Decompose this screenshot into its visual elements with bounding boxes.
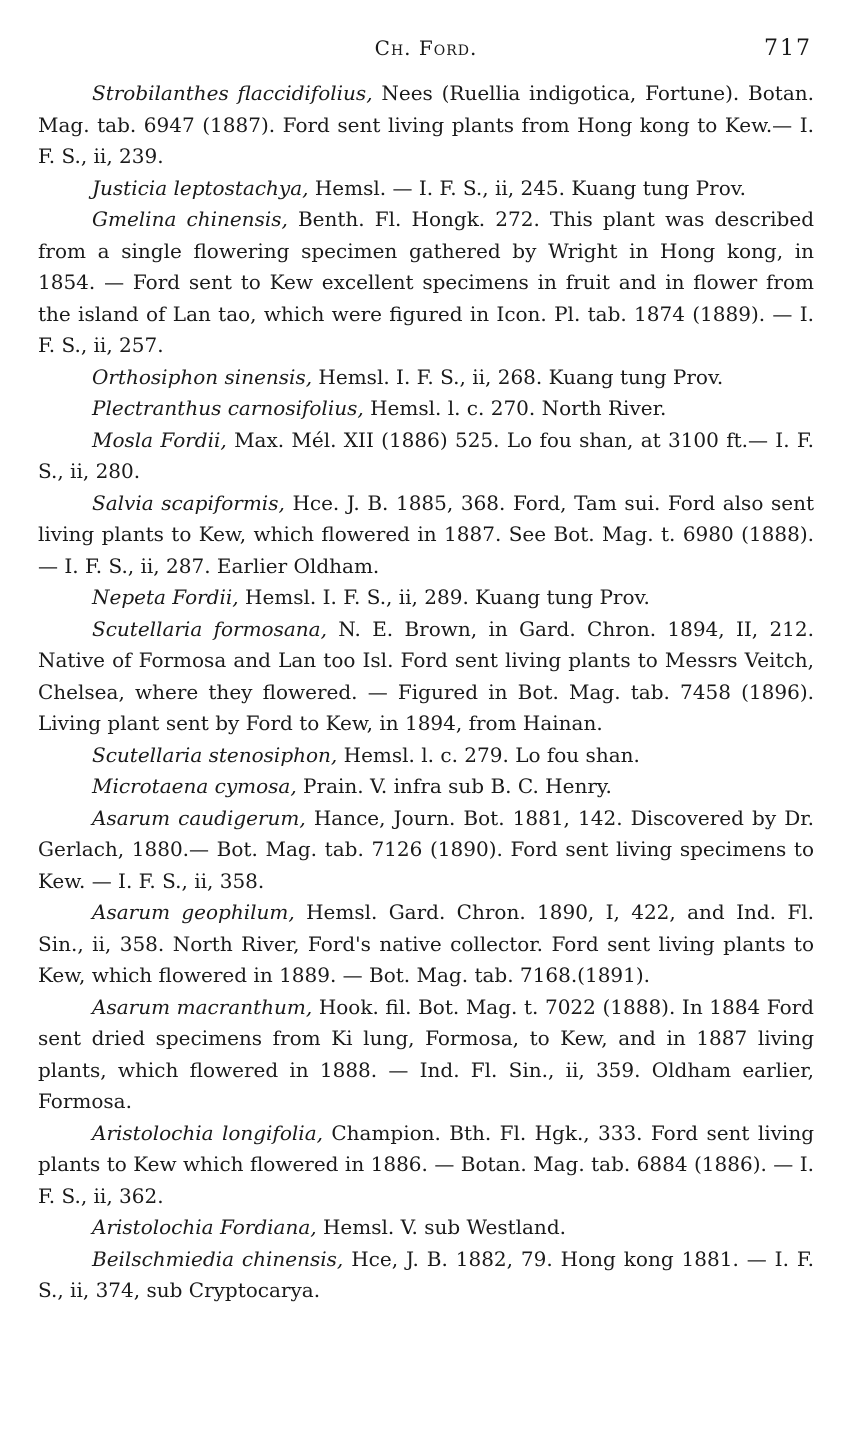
species-name: Asarum caudigerum, xyxy=(92,805,306,830)
species-name: Asarum geophilum, xyxy=(92,900,295,924)
entry xyxy=(38,362,814,394)
entry-text: Hemsl. I. F. S., ii, 268. Kuang tung Prov. xyxy=(312,364,724,389)
species-name: Beilschmiedia chinensis, xyxy=(92,1246,344,1271)
entry xyxy=(38,803,814,898)
entry xyxy=(38,488,814,583)
species-name: Microtaena cymosa, xyxy=(92,774,297,798)
entry-text: Champion. Bth. Fl. Hgk., 333. Ford sent living plants to Kew which flowered in 1886. — Botan. Mag. tab. 6884 (1886). — I. F. S., ii, 362. xyxy=(38,1120,814,1208)
entry xyxy=(38,771,814,803)
entry xyxy=(38,393,814,425)
entry xyxy=(38,582,814,614)
species-name: Scutellaria formosana, xyxy=(92,616,327,641)
entry-text: Hemsl. I. F. S., ii, 289. Kuang tung Prov. xyxy=(238,585,650,609)
species-name: Aristolochia Fordiana, xyxy=(92,1215,317,1239)
species-name: Orthosiphon sinensis, xyxy=(92,364,313,389)
species-name: Mosla Fordii, xyxy=(92,427,227,452)
entry xyxy=(38,425,814,488)
entry xyxy=(38,1212,814,1244)
page-number: 717 xyxy=(764,36,812,61)
species-name: Nepeta Fordii, xyxy=(92,585,239,609)
species-name: Gmelina chinensis, xyxy=(92,207,288,231)
entry xyxy=(38,992,814,1118)
entry xyxy=(38,614,814,740)
entry-text: Hemsl. Gard. Chron. 1890, I, 422, and Ind. Fl. Sin., ii, 358. North River, Ford's native collector. Ford sent living plants to Kew, which flowered in 1889. — Bot. Mag. tab. 7168.(1891). xyxy=(38,900,814,987)
species-name: Scutellaria stenosiphon, xyxy=(92,742,338,767)
species-name: Strobilanthes flaccidifolius, xyxy=(92,81,373,105)
entry-text: Prain. V. infra sub B. C. Henry. xyxy=(296,774,612,798)
entry-text: Max. Mél. XII (1886) 525. Lo fou shan, at 3100 ft.— I. F. S., ii, 280. xyxy=(38,427,814,483)
entry-text: Hook. fil. Bot. Mag. t. 7022 (1888). In 1884 Ford sent dried specimens from Ki lung, Formosa, to Kew, and in 1887 living plants, which flowered in 1888. — Ind. Fl. Sin., ii, 359. Oldham earlier, Formosa. xyxy=(38,994,814,1113)
species-name: Justicia leptostachya, xyxy=(92,175,309,200)
entry-text: Hemsl. l. c. 279. Lo fou shan. xyxy=(337,742,640,767)
entry-text: Benth. Fl. Hongk. 272. This plant was described from a single flowering specimen gathered by Wright in Hong kong, in 1854. — Ford sent to Kew excellent specimens in fruit and in flower from the island of Lan tao, which were figured in Icon. Pl. tab. 1874 (1889). — I. F. S., ii, 257. xyxy=(38,207,814,357)
entry-text: Hemsl. l. c. 270. North River. xyxy=(363,396,667,420)
entry xyxy=(38,204,814,362)
entry-text: Hemsl. — I. F. S., ii, 245. Kuang tung Prov. xyxy=(308,175,747,200)
entry xyxy=(38,897,814,992)
species-name: Asarum macranthum, xyxy=(92,994,313,1019)
species-name: Plectranthus carnosifolius, xyxy=(92,396,364,420)
entry-text: N. E. Brown, in Gard. Chron. 1894, II, 212. Native of Formosa and Lan too Isl. Ford sent living plants to Messrs Veitch, Chelsea, where they flowered. — Figured in Bot. Mag. tab. 7458 (1896). Living plant sent by Ford to Kew, in 1894, from Hainan. xyxy=(38,616,814,735)
entry-text: Hance, Journ. Bot. 1881, 142. Discovered by Dr. Gerlach, 1880.— Bot. Mag. tab. 7126 (1890). Ford sent living specimens to Kew. — I. F. S., ii, 358. xyxy=(38,805,814,893)
entry xyxy=(38,78,814,173)
entry-text: Hemsl. V. sub Westland. xyxy=(316,1215,566,1239)
body-text xyxy=(38,78,814,1307)
entry xyxy=(38,173,814,205)
entry xyxy=(38,1118,814,1213)
page-header xyxy=(38,28,814,78)
running-head: Ch. Ford. xyxy=(374,36,478,60)
entry xyxy=(38,1244,814,1307)
page xyxy=(38,28,814,1307)
entry-text: Hce, J. B. 1882, 79. Hong kong 1881. — I. F. S., ii, 374, sub Cryptocarya. xyxy=(38,1246,814,1302)
species-name: Aristolochia longifolia, xyxy=(92,1120,323,1145)
species-name: Salvia scapiformis, xyxy=(92,490,285,515)
entry-text: Hce. J. B. 1885, 368. Ford, Tam sui. Ford also sent living plants to Kew, which flowered in 1887. See Bot. Mag. t. 6980 (1888). — I. F. S., ii, 287. Earlier Oldham. xyxy=(38,490,814,578)
entry-text: Nees (Ruellia indigotica, Fortune). Botan. Mag. tab. 6947 (1887). Ford sent living plants from Hong kong to Kew.— I. F. S., ii, 239. xyxy=(38,81,814,168)
entry xyxy=(38,740,814,772)
